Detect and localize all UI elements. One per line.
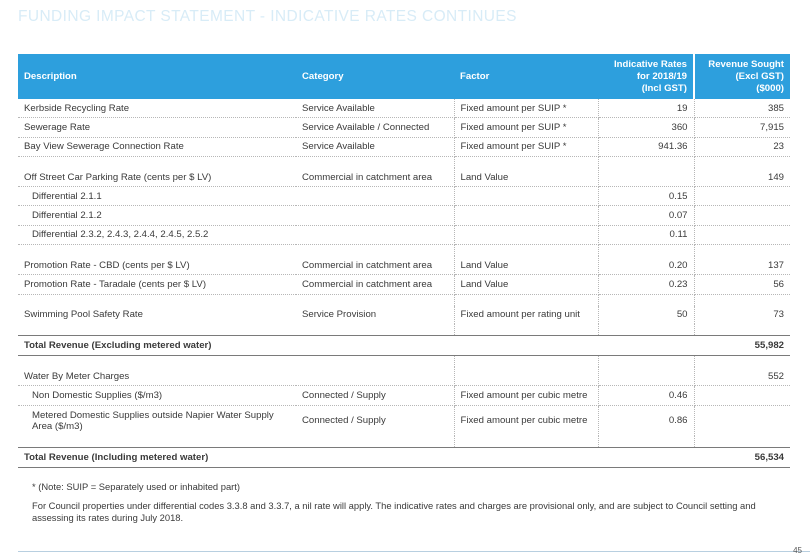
header-category: Category [296,54,454,99]
row-description: Promotion Rate - Taradale (cents per $ LV) [18,275,296,294]
row-rate: 19 [598,99,694,118]
row-description: Differential 2.1.2 [18,206,296,225]
total-label: Total Revenue (Excluding metered water) [18,335,694,355]
header-indicative-rates [598,54,694,99]
total-value: 56,534 [694,447,790,467]
row-factor: Land Value [454,256,598,275]
header-revenue-line1: Revenue Sought [708,58,784,70]
table-row [18,405,790,436]
header-revenue-line3: ($000) [756,82,784,94]
row-revenue: 149 [694,168,790,187]
total-label: Total Revenue (Including metered water) [18,447,694,467]
row-factor: Land Value [454,275,598,294]
table-row [18,225,790,244]
spacer-row [18,324,790,336]
row-revenue: 23 [694,137,790,156]
row-category: Service Available [296,99,454,118]
header-rates-line1: Indicative Rates [613,58,687,70]
row-description-line2: Area ($/m3) [32,420,83,432]
row-description [18,405,296,436]
table-row [18,187,790,206]
table-row [18,137,790,156]
row-revenue: 7,915 [694,118,790,137]
table-row [18,118,790,137]
row-factor: Fixed amount per SUIP * [454,99,598,118]
row-rate: 0.86 [598,405,694,436]
row-description: Off Street Car Parking Rate (cents per $ LV) [18,168,296,187]
row-category: Connected / Supply [296,405,454,436]
row-category: Service Available / Connected [296,118,454,137]
total-row-excluding-water [18,335,790,355]
suip-note: * (Note: SUIP = Separately used or inhabited part) [32,481,241,492]
row-factor: Fixed amount per SUIP * [454,118,598,137]
table-row [18,367,790,386]
row-factor: Fixed amount per cubic metre [454,405,598,436]
table-header-row [18,54,790,99]
spacer-row [18,156,790,168]
spacer-row [18,436,790,448]
table-row [18,275,790,294]
row-description: Non Domestic Supplies ($/m3) [18,386,296,405]
row-description: Kerbside Recycling Rate [18,99,296,118]
row-revenue: 56 [694,275,790,294]
row-rate: 50 [598,306,694,324]
header-rates-line3: (Incl GST) [641,82,687,94]
row-revenue: 137 [694,256,790,275]
row-description: Sewerage Rate [18,118,296,137]
header-factor: Factor [454,54,598,99]
council-properties-note: For Council properties under differential codes 3.3.8 and 3.3.7, a nil rate will apply. The indicative rates and charges are provisional only, and are subject to Council setting and assessing its rates during July 2018. [32,499,756,523]
row-rate: 360 [598,118,694,137]
table-row [18,306,790,324]
row-factor: Land Value [454,168,598,187]
row-rate: 0.07 [598,206,694,225]
row-rate: 0.20 [598,256,694,275]
header-description: Description [18,54,296,99]
indicative-rates-table [18,54,790,468]
table-row [18,168,790,187]
header-rates-line2: for 2018/19 [636,70,687,82]
spacer-row [18,245,790,257]
row-factor: Fixed amount per cubic metre [454,386,598,405]
total-row-including-water [18,447,790,467]
row-revenue: 385 [694,99,790,118]
row-revenue: 73 [773,309,784,321]
row-revenue: 552 [694,367,790,386]
table-row [18,99,790,118]
row-category: Commercial in catchment area [296,275,454,294]
row-category: Connected / Supply [296,386,454,405]
row-rate: 0.46 [598,386,694,405]
row-rate: 0.11 [598,225,694,244]
spacer-row [18,355,790,367]
table-row [18,256,790,275]
total-value: 55,982 [694,335,790,355]
row-factor: Fixed amount per SUIP * [454,137,598,156]
row-category: Service Provision [296,306,454,324]
row-factor: Fixed amount per rating unit [454,306,598,324]
footer-divider [18,551,810,552]
row-description: Water By Meter Charges [18,367,296,386]
page-number: 45 [793,546,802,555]
spacer-row [18,294,790,306]
page-title: FUNDING IMPACT STATEMENT - INDICATIVE RATES CONTINUES [18,8,517,25]
table-row [18,206,790,225]
row-rate: 0.23 [598,275,694,294]
row-description-line1: Metered Domestic Supplies outside Napier Water Supply [32,409,274,421]
row-description: Differential 2.3.2, 2.4.3, 2.4.4, 2.4.5, 2.5.2 [18,225,296,244]
table-row [18,386,790,405]
row-category: Commercial in catchment area [296,168,454,187]
header-revenue-line2: (Excl GST) [735,70,784,82]
row-description: Differential 2.1.1 [18,187,296,206]
row-rate: 941.36 [598,137,694,156]
row-description: Bay View Sewerage Connection Rate [18,137,296,156]
row-category: Commercial in catchment area [296,256,454,275]
row-rate [598,168,694,187]
footnotes [32,481,792,531]
row-description: Promotion Rate - CBD (cents per $ LV) [18,256,296,275]
row-description: Swimming Pool Safety Rate [24,309,143,321]
header-revenue-sought [694,54,790,99]
row-rate: 0.15 [598,187,694,206]
row-category: Service Available [296,137,454,156]
